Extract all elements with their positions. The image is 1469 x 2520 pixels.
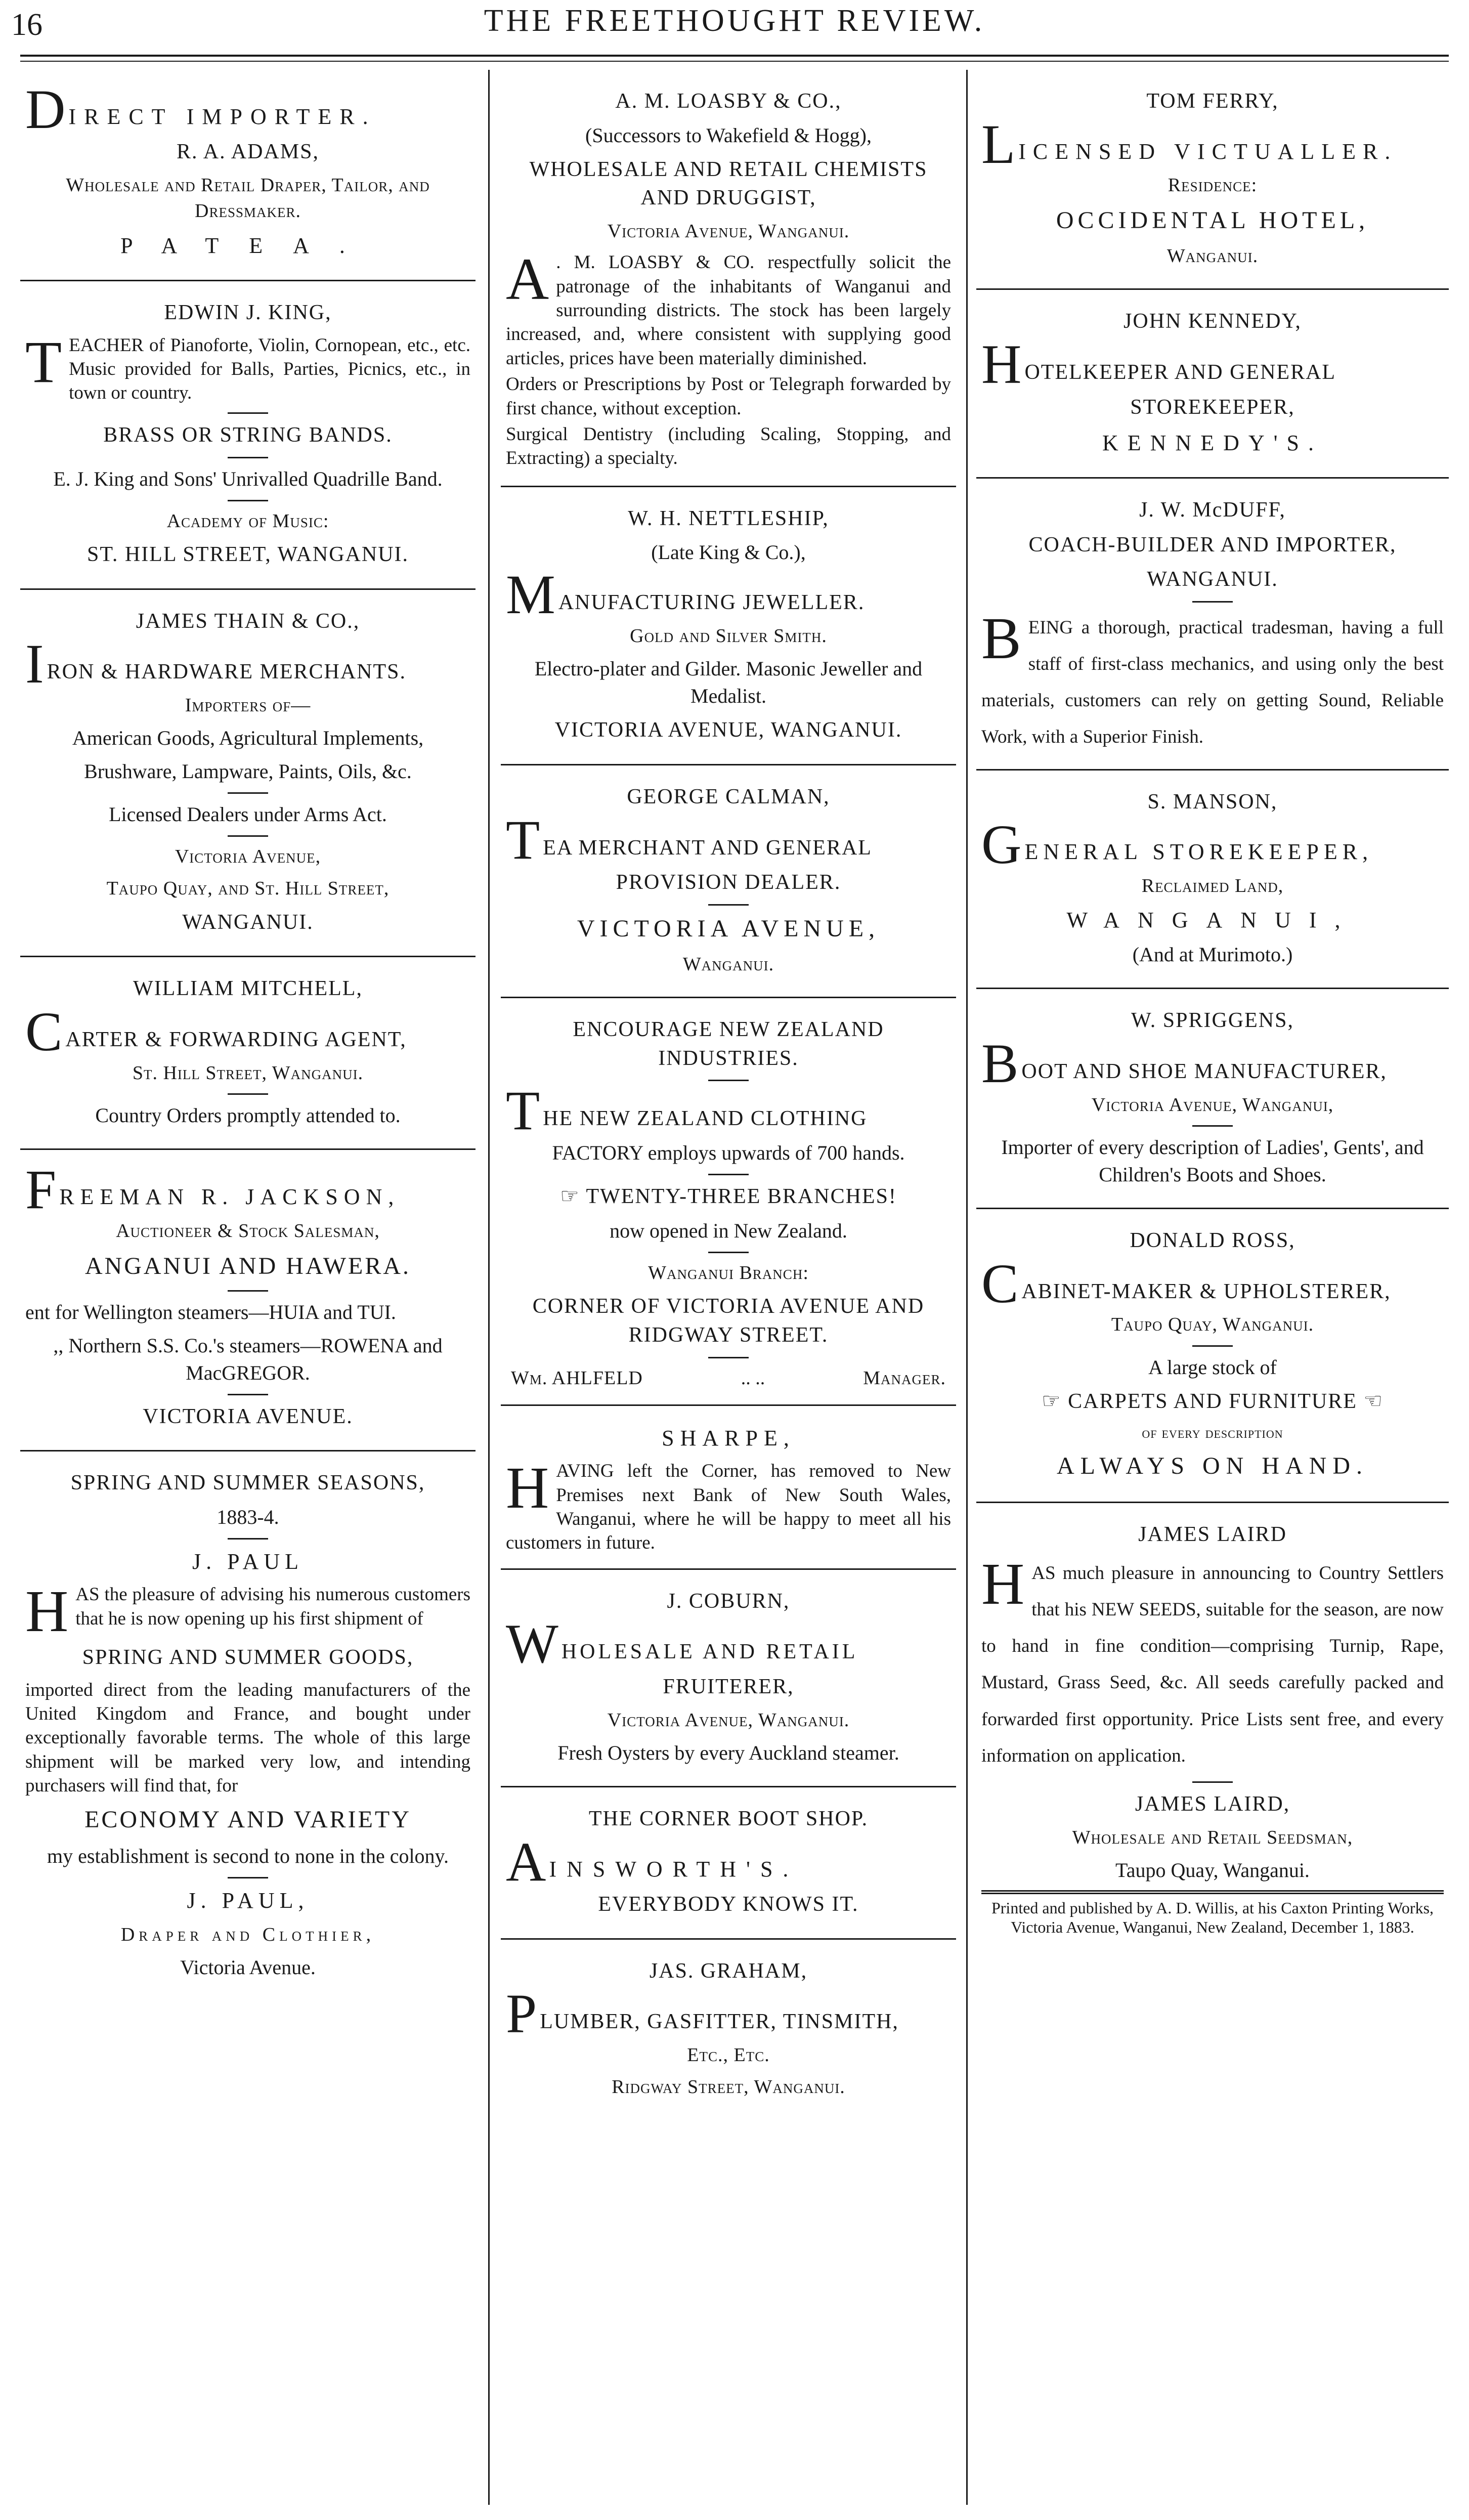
ad-hotel: OCCIDENTAL HOTEL,	[1056, 207, 1369, 234]
ad-text: Brushware, Lampware, Paints, Oils, &c.	[84, 760, 412, 783]
ad-name: S. MANSON,	[1147, 790, 1278, 814]
ad-name: A. M. LOASBY & CO.,	[615, 90, 842, 113]
ad-headline: ABINET-MAKER & UPHOLSTERER,	[1021, 1279, 1391, 1303]
ad-text: Academy of Music:	[166, 510, 329, 532]
ad-name: JOHN KENNEDY,	[1124, 310, 1302, 333]
ad-trade: Wholesale and Retail Draper, Tailor, and Dressmaker.	[66, 175, 430, 222]
ad-text: E. J. King and Sons' Unrivalled Quadrille Band.	[53, 467, 443, 490]
ad-address: VICTORIA AVENUE.	[143, 1404, 353, 1428]
ad-headline: ENERAL STOREKEEPER,	[1024, 839, 1373, 865]
ad-body: AVING left the Corner, has removed to New Premises next Bank of New South Wales, Wanganui, where he will be happy to meet all his customers in future.	[506, 1461, 951, 1554]
ad-body: my establishment is second to none in the colony.	[47, 1845, 449, 1868]
drop-cap: H	[981, 1551, 1025, 1617]
ad-corner-boot-shop	[501, 1787, 956, 1940]
ad-headline: RON & HARDWARE MERCHANTS.	[47, 660, 407, 684]
ad-sharpe	[501, 1406, 956, 1570]
ad-body: AS much pleasure in announcing to Country Settlers that his NEW SEEDS, suitable for the season, are now to hand in fine condition—comprising Turnip, Rape, Mustard, Grass Seed, &c. All seeds carefully packed and forwarded first opportunity. Price Lists sent free, and every information on application.	[981, 1563, 1444, 1766]
ad-address: ST. HILL STREET, WANGANUI.	[87, 542, 409, 566]
ad-branches: ☞ TWENTY-THREE BRANCHES!	[560, 1185, 897, 1209]
ad-address: Ridgway Street, Wanganui.	[612, 2076, 845, 2098]
ad-text: of every description	[1142, 1423, 1283, 1442]
ad-town: Wanganui.	[1166, 245, 1259, 267]
ad-address: Victoria Avenue, Wanganui.	[607, 1709, 850, 1731]
ad-text: Residence:	[1168, 175, 1258, 196]
ad-text: Victoria Avenue,	[175, 846, 321, 868]
ad-name: GEORGE CALMAN,	[627, 785, 830, 808]
ad-headline: ENCOURAGE NEW ZEALAND INDUSTRIES.	[573, 1018, 884, 1070]
ad-headline: STOREKEEPER,	[1130, 395, 1295, 419]
ad-name: JAS. GRAHAM,	[649, 1959, 808, 1983]
ad-address: Victoria Avenue, Wanganui,	[1091, 1094, 1334, 1116]
ad-name: INSWORTH'S.	[549, 1856, 799, 1882]
column-3	[976, 70, 1449, 2505]
dash-rule	[1192, 1345, 1233, 1347]
drop-cap: D	[25, 78, 66, 140]
ad-trade: Wholesale and Retail Seedsman,	[1072, 1826, 1353, 1848]
ad-town: WANGANUI.	[182, 910, 314, 934]
ad-towns: ANGANUI AND HAWERA.	[84, 1252, 411, 1279]
dash-rule	[228, 1290, 268, 1292]
imprint: Printed and published by A. D. Willis, at his Caxton Printing Works, Victoria Avenue, Wanganui, New Zealand, December 1, 1883.	[981, 1890, 1444, 1937]
ad-text: Importers of—	[185, 694, 311, 716]
ad-name: J. W. McDUFF,	[1139, 498, 1286, 522]
ad-laird	[976, 1503, 1449, 1956]
column-1	[20, 70, 476, 2505]
ad-name: R. A. ADAMS,	[177, 140, 319, 164]
dash-rule	[708, 1252, 749, 1253]
ad-subhead: BRASS OR STRING BANDS.	[103, 423, 393, 447]
ad-trade: Draper and Clothier,	[120, 1924, 375, 1945]
dash-rule	[228, 1538, 268, 1540]
ad-body: EACHER of Pianoforte, Violin, Cornopean, etc., etc. Music provided for Balls, Parties, Picnics, etc., in town or country.	[69, 334, 470, 404]
ad-headline: FRUITERER,	[663, 1675, 794, 1699]
ad-text: EVERYBODY KNOWS IT.	[598, 1893, 859, 1916]
ad-town: WANGANUI,	[1066, 907, 1359, 932]
drop-cap: L	[981, 113, 1016, 175]
ad-text: 1883-4.	[217, 1505, 279, 1528]
ad-headline: COACH-BUILDER AND IMPORTER,	[1028, 533, 1397, 557]
ad-text: now opened in New Zealand.	[610, 1219, 847, 1242]
ad-headline: IRECT IMPORTER.	[68, 104, 376, 129]
ad-adams	[20, 70, 476, 281]
ad-street: VICTORIA AVENUE,	[577, 915, 880, 943]
ad-address: CORNER OF VICTORIA AVENUE AND RIDGWAY STREET.	[532, 1295, 925, 1347]
ad-name: SHARPE,	[662, 1425, 795, 1450]
manager-dots: .. ..	[741, 1367, 765, 1389]
ad-text: A large stock of	[1148, 1355, 1277, 1379]
ad-signature: JAMES LAIRD,	[1135, 1792, 1290, 1816]
drop-cap: I	[25, 633, 44, 695]
ad-text: Gold and Silver Smith.	[630, 625, 827, 647]
ad-king	[20, 281, 476, 589]
ad-address: Victoria Avenue.	[180, 1955, 316, 1979]
ad-address: Victoria Avenue, Wanganui.	[607, 221, 850, 242]
ad-place: PATEA.	[120, 233, 375, 258]
ad-body: . M. LOASBY & CO. respectfully solicit the patronage of the inhabitants of Wanganui and surrounding districts. The stock has been largely increased, and, where consistent with supplying good articles, prices have been materially diminished.	[506, 252, 951, 369]
ad-name: DONALD ROSS,	[1130, 1228, 1295, 1252]
ad-kennedy	[976, 290, 1449, 478]
ad-jackson	[20, 1150, 476, 1451]
ad-loasby	[501, 70, 956, 487]
dash-rule	[228, 500, 268, 501]
ad-clothing-factory	[501, 998, 956, 1406]
ad-address: Taupo Quay, Wanganui.	[1111, 1314, 1314, 1336]
ad-text: American Goods, Agricultural Implements,	[72, 727, 424, 750]
ad-headline: ICENSED VICTUALLER.	[1018, 139, 1398, 164]
ad-text: Electro-plater and Gilder. Masonic Jeweller and Medalist.	[534, 657, 923, 708]
drop-cap: B	[981, 605, 1021, 671]
dash-rule	[1192, 601, 1233, 603]
manager-title: Manager.	[863, 1367, 946, 1389]
ad-text: Etc., Etc.	[687, 2044, 770, 2066]
dash-rule	[1192, 1781, 1233, 1783]
ad-headline: ARTER & FORWARDING AGENT,	[65, 1028, 407, 1052]
ad-ross	[976, 1209, 1449, 1503]
dash-rule	[228, 457, 268, 458]
ad-calman	[501, 765, 956, 998]
ad-headline: REEMAN R. JACKSON,	[59, 1184, 400, 1210]
ad-text: ,, Northern S.S. Co.'s steamers—ROWENA and MacGREGOR.	[53, 1334, 443, 1384]
ad-address: VICTORIA AVENUE, WANGANUI.	[554, 718, 902, 742]
ad-shop: KENNEDY'S.	[1102, 430, 1323, 455]
ad-name: W. H. NETTLESHIP,	[628, 506, 829, 530]
drop-cap: P	[506, 1983, 537, 2045]
ad-paul	[20, 1451, 476, 2000]
drop-cap: G	[981, 814, 1022, 876]
dash-rule	[228, 835, 268, 837]
ad-text: Wanganui Branch:	[648, 1262, 809, 1284]
ad-name: W. SPRIGGENS,	[1131, 1009, 1294, 1033]
ad-headline: PROVISION DEALER.	[616, 871, 841, 894]
ad-headline: OOT AND SHOE MANUFACTURER,	[1021, 1060, 1387, 1083]
ad-headline: THE CORNER BOOT SHOP.	[588, 1807, 869, 1831]
ad-goods: SPRING AND SUMMER GOODS,	[82, 1645, 414, 1669]
ad-signature: J. PAUL,	[187, 1888, 309, 1913]
ad-address: Taupo Quay, Wanganui.	[1115, 1858, 1310, 1882]
dash-rule	[708, 1357, 749, 1358]
drop-cap: T	[506, 808, 540, 871]
drop-cap: C	[25, 1001, 63, 1063]
ad-mitchell	[20, 957, 476, 1150]
ad-body: EING a thorough, practical tradesman, having a full staff of first-class mechanics, and using only the best materials, customers can rely on getting Sound, Reliable Work, with a Superior Finish.	[981, 617, 1444, 748]
dash-rule	[228, 792, 268, 794]
ad-graham	[501, 1940, 956, 2120]
dash-rule	[228, 1877, 268, 1878]
drop-cap: T	[25, 328, 62, 395]
ad-headline: LUMBER, GASFITTER, TINSMITH,	[540, 2010, 899, 2034]
ad-text: Licensed Dealers under Arms Act.	[109, 803, 387, 826]
ad-text: Importer of every description of Ladies', Gents', and Children's Boots and Shoes.	[1001, 1135, 1424, 1186]
ad-text: ent for Wellington steamers—HUIA and TUI.	[25, 1300, 396, 1323]
ad-name: TOM FERRY,	[1146, 90, 1279, 113]
ad-always: ALWAYS ON HAND.	[1056, 1452, 1368, 1479]
column-rule-2	[966, 70, 968, 2505]
ad-body: Orders or Prescriptions by Post or Telegraph forwarded by first chance, without exception.	[506, 374, 951, 419]
drop-cap: T	[506, 1080, 540, 1142]
ad-carpets: ☞ CARPETS AND FURNITURE ☜	[1041, 1389, 1384, 1413]
drop-cap: B	[981, 1033, 1019, 1094]
dash-rule	[228, 1394, 268, 1395]
ad-headline: HE NEW ZEALAND CLOTHING	[543, 1107, 868, 1131]
ad-body: AS the pleasure of advising his numerous customers that he is now opening up his first shipment of	[75, 1584, 470, 1629]
ad-headline: OTELKEEPER AND GENERAL	[1024, 361, 1336, 385]
drop-cap: W	[506, 1613, 558, 1675]
ad-name: WILLIAM MITCHELL,	[133, 977, 363, 1001]
ad-text: FACTORY employs upwards of 700 hands.	[552, 1141, 905, 1165]
ad-spriggens	[976, 989, 1449, 1209]
ad-thain	[20, 590, 476, 958]
header-rule	[20, 55, 1449, 62]
ad-text: (And at Murimoto.)	[1132, 943, 1293, 966]
ad-text: Taupo Quay, and St. Hill Street,	[106, 878, 390, 900]
drop-cap: H	[25, 1578, 69, 1645]
drop-cap: H	[506, 1455, 549, 1521]
dash-rule	[708, 1080, 749, 1081]
column-rule-1	[488, 70, 490, 2505]
ad-headline: EA MERCHANT AND GENERAL	[543, 836, 872, 860]
ad-body: Surgical Dentistry (including Scaling, Stopping, and Extracting) a specialty.	[506, 423, 951, 469]
drop-cap: H	[981, 333, 1022, 396]
manager-name: Wm. AHLFELD	[511, 1367, 643, 1389]
ad-address: St. Hill Street, Wanganui.	[132, 1062, 364, 1084]
drop-cap: C	[981, 1252, 1019, 1314]
drop-cap: A	[506, 1830, 546, 1893]
ad-name: EDWIN J. KING,	[164, 301, 332, 325]
ad-headline: ANUFACTURING JEWELLER.	[558, 591, 865, 615]
ad-text: (Late King & Co.),	[651, 541, 806, 564]
ad-economy: ECONOMY AND VARIETY	[84, 1806, 411, 1833]
ad-text: Country Orders promptly attended to.	[95, 1104, 401, 1127]
ad-name: J. COBURN,	[667, 1589, 790, 1613]
ad-text: Fresh Oysters by every Auckland steamer.	[557, 1741, 899, 1765]
drop-cap: M	[506, 564, 555, 626]
ad-name: J. PAUL	[192, 1549, 304, 1574]
dash-rule	[708, 1174, 749, 1175]
manager-line	[511, 1365, 946, 1391]
ad-headline: WHOLESALE AND RETAIL CHEMISTS AND DRUGGIST,	[529, 157, 928, 210]
dash-rule	[228, 412, 268, 414]
ad-trade: Auctioneer & Stock Salesman,	[116, 1220, 380, 1242]
ad-body: imported direct from the leading manufacturers of the United Kingdom and France, and bought under exceptionally favorable terms. The whole of this large shipment will be marked very low, and intending purchasers will find that, for	[25, 1679, 470, 1796]
ad-text: (Successors to Wakefield & Hogg),	[585, 123, 872, 147]
dash-rule	[1192, 1125, 1233, 1127]
ad-manson	[976, 771, 1449, 990]
dash-rule	[228, 1093, 268, 1095]
ad-text: Reclaimed Land,	[1141, 875, 1284, 896]
drop-cap: F	[25, 1159, 57, 1221]
ad-town: Wanganui.	[682, 953, 774, 975]
ad-ferry	[976, 70, 1449, 290]
page-number: 16	[11, 8, 42, 42]
drop-cap: A	[506, 246, 549, 313]
ad-mcduff	[976, 479, 1449, 771]
ad-coburn	[501, 1570, 956, 1787]
ad-headline: HOLESALE AND RETAIL	[561, 1640, 858, 1664]
ad-nettleship	[501, 487, 956, 765]
ad-headline: SPRING AND SUMMER SEASONS,	[70, 1471, 425, 1495]
ad-name: JAMES LAIRD	[1138, 1523, 1287, 1547]
column-2	[501, 70, 956, 2505]
ad-town: WANGANUI.	[1147, 568, 1278, 591]
dash-rule	[708, 904, 749, 906]
running-head: THE FREETHOUGHT REVIEW.	[484, 4, 985, 38]
ad-name: JAMES THAIN & CO.,	[136, 609, 360, 633]
